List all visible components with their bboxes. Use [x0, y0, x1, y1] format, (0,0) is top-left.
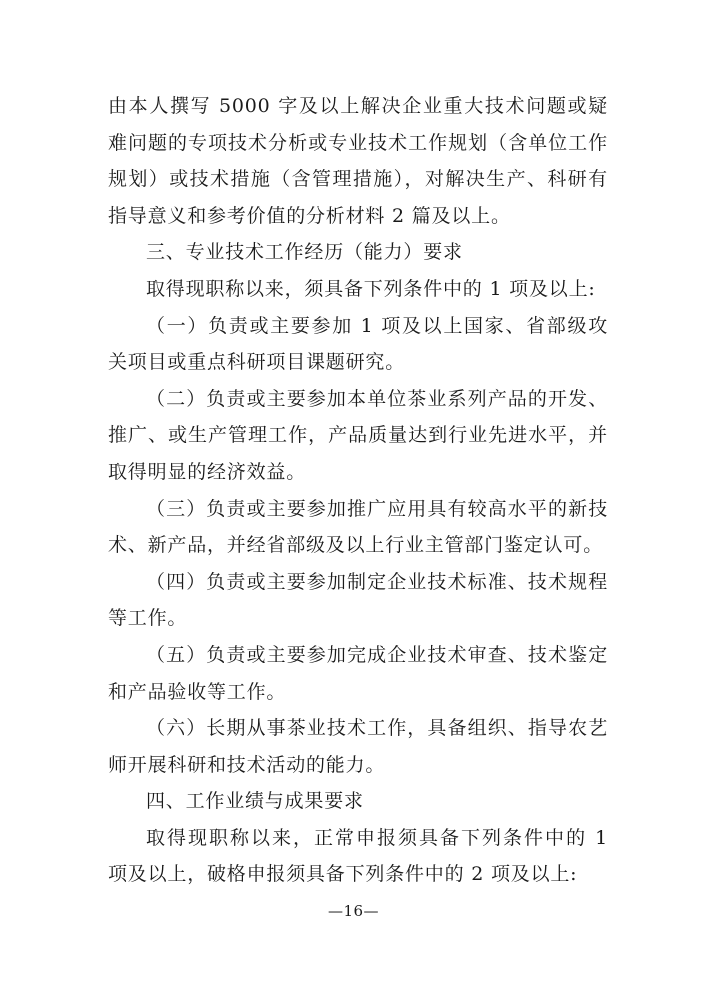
document-body: [108, 88, 608, 893]
list-item-6: （六）长期从事茶业技术工作，具备组织、指导农艺师开展科研和技术活动的能力。: [108, 717, 608, 776]
paragraph-requirement-intro: 取得现职称以来，须具备下列条件中的 1 项及以上:: [146, 277, 596, 300]
list-item-4: （四）负责或主要参加制定企业技术标准、技术规程等工作。: [108, 570, 608, 630]
page-number: —16—: [327, 902, 380, 920]
list-item-1: （一）负责或主要参加 1 项及以上国家、省部级攻关项目或重点科研项目课题研究。: [108, 314, 608, 374]
list-item-2: （二）负责或主要参加本单位茶业系列产品的开发、推广、或生产管理工作，产品质量达到行业先进水平，并取得明显的经济效益。: [108, 387, 608, 483]
list-item-5: （五）负责或主要参加完成企业技术审查、技术鉴定和产品验收等工作。: [108, 643, 608, 703]
section-heading-achievements: 四、工作业绩与成果要求: [146, 790, 364, 813]
paragraph-continuation: 由本人撰写 5000 字及以上解决企业重大技术问题或疑难问题的专项技术分析或专业技术工作规划（含单位工作规划）或技术措施（含管理措施），对解决生产、科研有指导意义和参考价值的分析材料 2 篇及以上。: [108, 95, 608, 227]
section-heading-work-experience: 三、专业技术工作经历（能力）要求: [146, 241, 463, 264]
list-item-3: （三）负责或主要参加推广应用具有较高水平的新技术、新产品，并经省部级及以上行业主管部门鉴定认可。: [108, 497, 608, 557]
paragraph-achievement-intro: 取得现职称以来，正常申报须具备下列条件中的 1 项及以上，破格申报须具备下列条件中的 2 项及以上:: [108, 826, 608, 886]
